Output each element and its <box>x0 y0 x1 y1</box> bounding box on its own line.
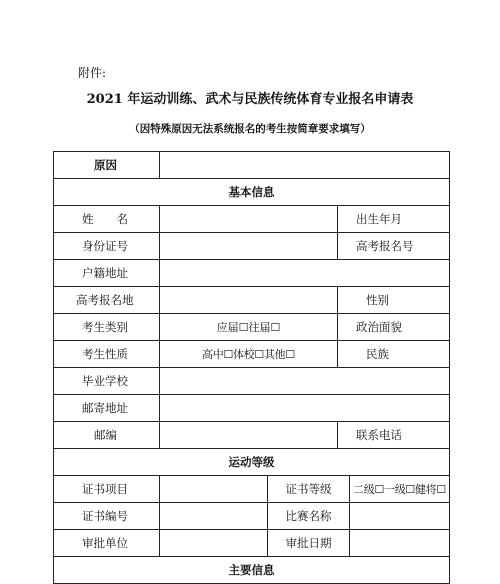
political-status-label: 政治面貌 <box>338 314 450 341</box>
certificate-level-options[interactable]: 二级☐一级☐健将☐ <box>350 476 450 503</box>
reason-label: 原因 <box>54 152 160 179</box>
attachment-label: 附件: <box>78 66 107 80</box>
document-subtitle: （因特殊原因无法系统报名的考生按简章要求填写） <box>129 123 371 135</box>
form-row-candidate-type <box>54 314 450 341</box>
candidate-type-label: 考生类别 <box>54 314 160 341</box>
approval-unit-label: 审批单位 <box>54 530 160 557</box>
candidate-nature-label: 考生性质 <box>54 341 160 368</box>
form-row-id <box>54 233 450 260</box>
section-row-main <box>54 557 450 584</box>
gender-label: 性别 <box>338 287 450 314</box>
form-row-name <box>54 206 450 233</box>
candidate-type-options[interactable]: 应届☐往届☐ <box>160 314 338 341</box>
ethnicity-label: 民族 <box>338 341 450 368</box>
section-heading-basic: 基本信息 <box>54 179 450 206</box>
form-row-school <box>54 368 450 395</box>
exam-registration-place-field[interactable] <box>160 287 338 314</box>
form-row-candidate-nature <box>54 341 450 368</box>
form-row-household <box>54 260 450 287</box>
mailing-address-label: 邮寄地址 <box>54 395 160 422</box>
certificate-number-label: 证书编号 <box>54 503 160 530</box>
graduation-school-field[interactable] <box>160 368 450 395</box>
section-heading-main: 主要信息 <box>54 557 450 584</box>
postcode-field[interactable] <box>160 422 338 449</box>
approval-date-field[interactable] <box>350 530 450 557</box>
certificate-item-label: 证书项目 <box>54 476 160 503</box>
id-number-field[interactable] <box>160 233 338 260</box>
document-title: 2021 年运动训练、武术与民族传统体育专业报名申请表 <box>86 92 414 107</box>
section-row-sport <box>54 449 450 476</box>
mailing-address-field[interactable] <box>160 395 450 422</box>
postcode-label: 邮编 <box>54 422 160 449</box>
certificate-number-field[interactable] <box>160 503 268 530</box>
certificate-level-label: 证书等级 <box>268 476 350 503</box>
certificate-item-field[interactable] <box>160 476 268 503</box>
form-row-approval <box>54 530 450 557</box>
name-label: 姓 名 <box>54 206 160 233</box>
exam-number-label: 高考报名号 <box>338 233 450 260</box>
phone-label: 联系电话 <box>338 422 450 449</box>
form-row-exam-place <box>54 287 450 314</box>
form-row-certificate-item <box>54 476 450 503</box>
application-form-table <box>53 151 450 584</box>
approval-date-label: 审批日期 <box>268 530 350 557</box>
candidate-nature-options[interactable]: 高中☐体校☐其他☐ <box>160 341 338 368</box>
form-row-reason <box>54 152 450 179</box>
graduation-school-label: 毕业学校 <box>54 368 160 395</box>
household-address-label: 户籍地址 <box>54 260 160 287</box>
approval-unit-field[interactable] <box>160 530 268 557</box>
section-heading-sport: 运动等级 <box>54 449 450 476</box>
form-row-postcode <box>54 422 450 449</box>
section-row-basic <box>54 179 450 206</box>
reason-field[interactable] <box>160 152 450 179</box>
household-address-field[interactable] <box>160 260 450 287</box>
id-number-label: 身份证号 <box>54 233 160 260</box>
birth-label: 出生年月 <box>338 206 450 233</box>
competition-name-label: 比赛名称 <box>268 503 350 530</box>
name-field[interactable] <box>160 206 338 233</box>
form-row-certificate-number <box>54 503 450 530</box>
exam-registration-place-label: 高考报名地 <box>54 287 160 314</box>
competition-name-field[interactable] <box>350 503 450 530</box>
form-row-mailing <box>54 395 450 422</box>
